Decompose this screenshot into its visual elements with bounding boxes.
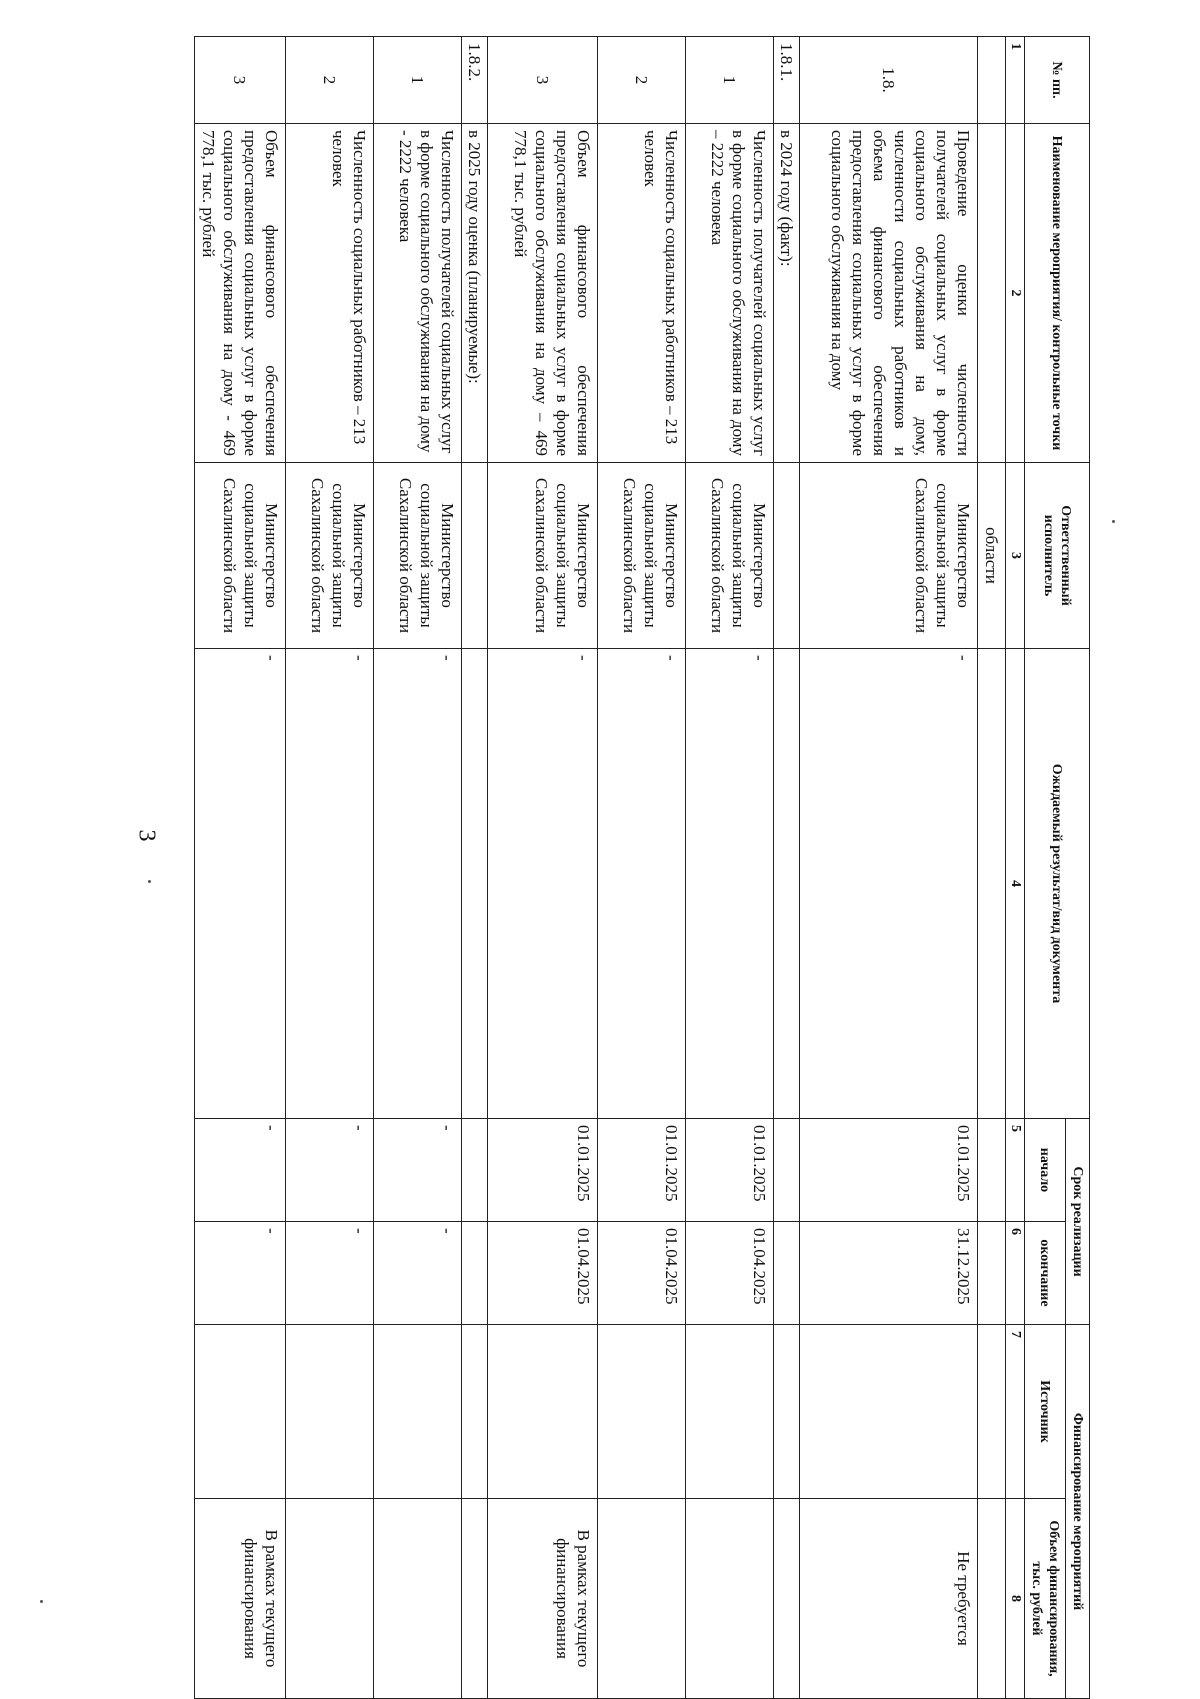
column-number: 3 [1006, 463, 1025, 649]
section-title: в 2024 году (факт): [774, 124, 800, 463]
header-executor: Ответственный исполнитель [1025, 463, 1090, 649]
table-row [488, 37, 598, 1699]
row-start: 01.01.2025 [488, 1119, 598, 1222]
column-number: 1 [1006, 37, 1025, 124]
section-number: 1.8.1. [774, 37, 800, 124]
section-row [774, 37, 800, 1699]
section-row [462, 37, 488, 1699]
column-number: 5 [1006, 1119, 1025, 1222]
row-end: 31.12.2025 [800, 1222, 978, 1325]
section-number: 1.8.2. [462, 37, 488, 124]
row-name: Численность социальных работников – 213 человек [598, 124, 686, 463]
activities-table [194, 36, 1090, 1699]
row-result: - [195, 649, 286, 1119]
row-source [195, 1325, 286, 1499]
row-result: - [598, 649, 686, 1119]
column-number: 6 [1006, 1222, 1025, 1325]
row-end: - [195, 1222, 286, 1325]
row-number: 2 [286, 37, 374, 124]
row-amount [598, 1499, 686, 1699]
row-start: - [374, 1119, 462, 1222]
row-result: - [686, 649, 774, 1119]
row-result: - [286, 649, 374, 1119]
row-executor: Министерство социальной защиты Сахалинской области [686, 463, 774, 649]
section-title: в 2025 году оценка (планируемые): [462, 124, 488, 463]
row-amount [286, 1499, 374, 1699]
column-number: 2 [1006, 124, 1025, 463]
header-source: Источник [1025, 1325, 1066, 1499]
row-end: 01.04.2025 [598, 1222, 686, 1325]
row-start: 01.01.2025 [800, 1119, 978, 1222]
scan-speck [1112, 520, 1115, 523]
row-name: Объем финансового обеспечения предоставления социальных услуг в форме социального обслуживания на дому - 469 778,1 тыс. рублей [195, 124, 286, 463]
row-amount [686, 1499, 774, 1699]
row-end: 01.04.2025 [488, 1222, 598, 1325]
row-source [598, 1325, 686, 1499]
row-number: 1 [374, 37, 462, 124]
header-end: окончание [1025, 1222, 1066, 1325]
row-start: 01.01.2025 [598, 1119, 686, 1222]
table-row [374, 37, 462, 1699]
carryover-row [978, 37, 1006, 1699]
row-executor: Министерство социальной защиты Сахалинской области [195, 463, 286, 649]
row-executor: Министерство социальной защиты Сахалинской области [800, 463, 978, 649]
header-financing-group: Финансирование мероприятий [1066, 1325, 1090, 1699]
row-name: Проведение оценки численности получателей социальных услуг в форме социального обслуживания на дому, численности социальных работников и объема финансового обеспечения предоставления социальных услуг в форме социального обслуживания на дому [800, 124, 978, 463]
row-start: 01.01.2025 [686, 1119, 774, 1222]
row-source [286, 1325, 374, 1499]
row-name: Объем финансового обеспечения предоставления социальных услуг в форме социального обслуживания на дому – 469 778,1 тыс. рублей [488, 124, 598, 463]
page-number: 3 [133, 829, 160, 842]
table-row [598, 37, 686, 1699]
header-name: Наименование мероприятия/ контрольные точки [1025, 124, 1090, 463]
row-amount: В рамках текущего финансирования [488, 1499, 598, 1699]
row-executor: Министерство социальной защиты Сахалинской области [488, 463, 598, 649]
row-executor: Министерство социальной защиты Сахалинской области [374, 463, 462, 649]
row-number: 1 [686, 37, 774, 124]
scan-speck [148, 880, 151, 883]
table-row [286, 37, 374, 1699]
header-amount: Объем финансирования, тыс. рублей [1025, 1499, 1066, 1699]
column-number: 8 [1006, 1499, 1025, 1699]
header-term-group: Срок реализации [1066, 1119, 1090, 1325]
row-number: 1.8. [800, 37, 978, 124]
row-source [800, 1325, 978, 1499]
header-num: № пп. [1025, 37, 1090, 124]
rotated-table-container [178, 36, 1090, 1698]
row-start: - [195, 1119, 286, 1222]
row-source [488, 1325, 598, 1499]
row-number: 3 [488, 37, 598, 124]
main-row [800, 37, 978, 1699]
table-row [686, 37, 774, 1699]
row-result: - [800, 649, 978, 1119]
row-end: - [374, 1222, 462, 1325]
row-start: - [286, 1119, 374, 1222]
column-number: 7 [1006, 1325, 1025, 1499]
row-name: Численность получателей социальных услуг в форме социального обслуживания на дому – 2222 человека [686, 124, 774, 463]
header-row-1 [1066, 37, 1090, 1699]
carryover-executor: области [978, 463, 1006, 649]
row-amount: В рамках текущего финансирования [195, 1499, 286, 1699]
header-result: Ожидаемый результат/вид документа [1025, 649, 1090, 1119]
row-source [374, 1325, 462, 1499]
scan-speck [40, 1600, 43, 1603]
row-result: - [374, 649, 462, 1119]
row-executor: Министерство социальной защиты Сахалинской области [286, 463, 374, 649]
column-number-row [1006, 37, 1025, 1699]
row-source [686, 1325, 774, 1499]
row-end: 01.04.2025 [686, 1222, 774, 1325]
row-executor: Министерство социальной защиты Сахалинской области [598, 463, 686, 649]
column-number: 4 [1006, 649, 1025, 1119]
row-name: Численность социальных работников – 213 человек [286, 124, 374, 463]
table-row [195, 37, 286, 1699]
row-end: - [286, 1222, 374, 1325]
row-result: - [488, 649, 598, 1119]
row-number: 2 [598, 37, 686, 124]
row-name: Численность получателей социальных услуг в форме социального обслуживания на дому - 2222 человека [374, 124, 462, 463]
row-amount [374, 1499, 462, 1699]
header-start: начало [1025, 1119, 1066, 1222]
row-amount: Не требуется [800, 1499, 978, 1699]
row-number: 3 [195, 37, 286, 124]
